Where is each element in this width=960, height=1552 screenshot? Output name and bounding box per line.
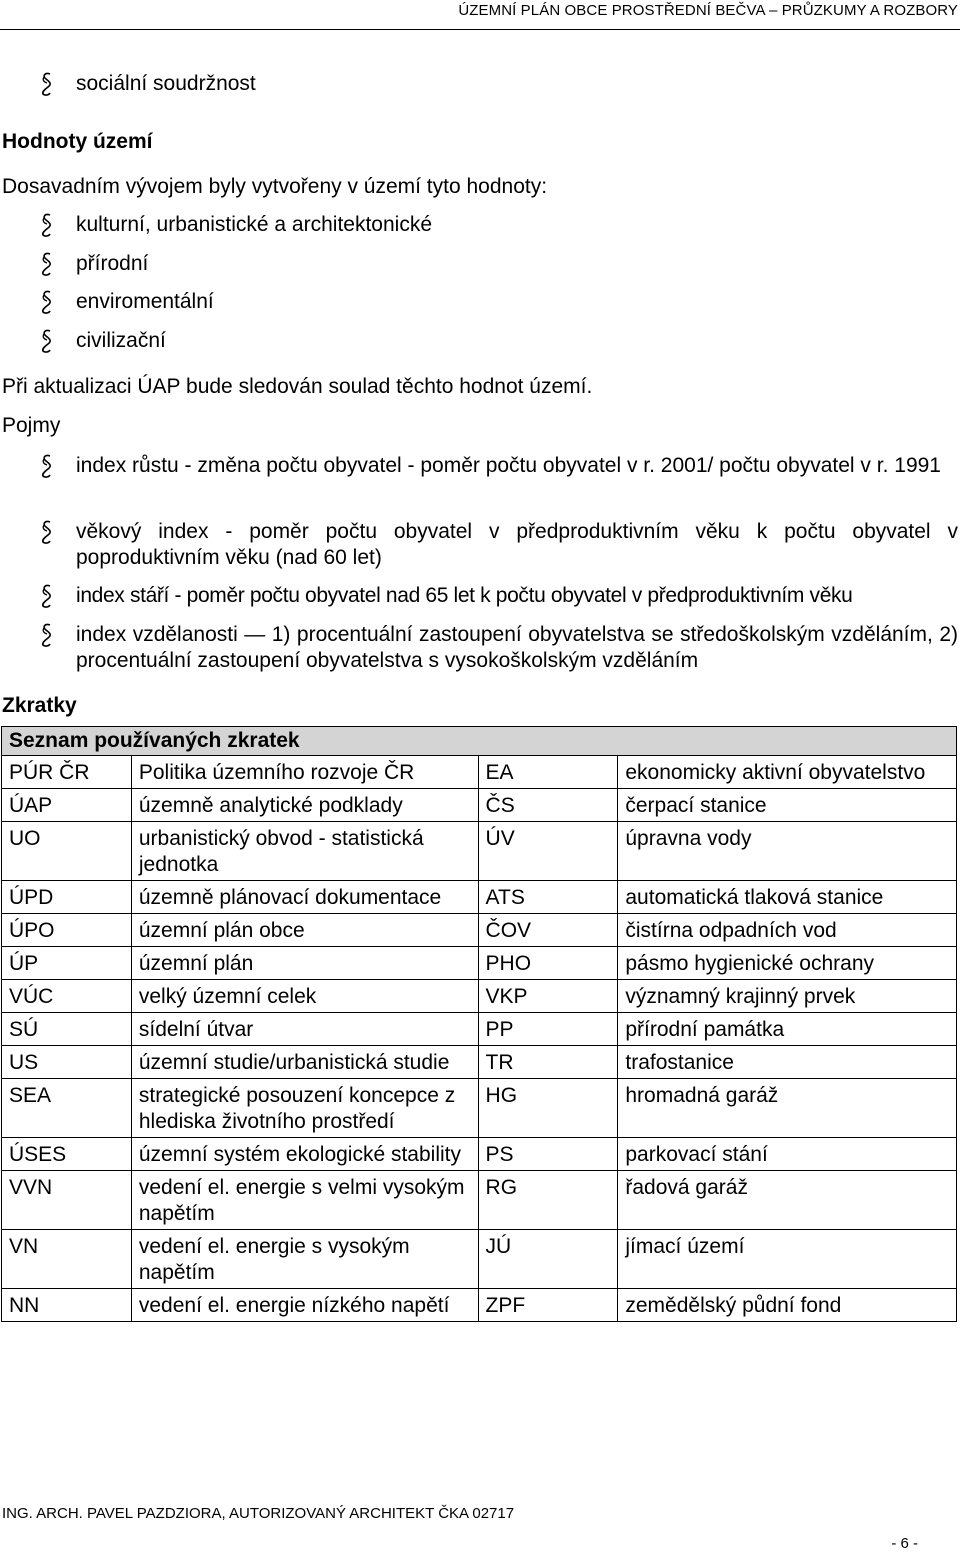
abbr-meaning: čerpací stanice <box>618 789 957 822</box>
abbr-meaning: významný krajinný prvek <box>618 980 957 1013</box>
abbr-meaning: územní plán <box>131 947 478 980</box>
abbr-code: VVN <box>2 1171 132 1230</box>
abbr-code: EA <box>478 756 618 789</box>
abbr-meaning: automatická tlaková stanice <box>618 881 957 914</box>
abbr-meaning: urbanistický obvod - statistická jednotka <box>131 822 478 881</box>
page-number: - 6 - <box>891 1535 918 1552</box>
abbr-code: SÚ <box>2 1013 132 1046</box>
abbr-meaning: strategické posouzení koncepce z hlediska životního prostředí <box>131 1079 478 1138</box>
abbr-code: ČOV <box>478 914 618 947</box>
abbr-code: VKP <box>478 980 618 1013</box>
values-intro: Dosavadním vývojem byly vytvořeny v území tyto hodnoty: <box>2 175 548 198</box>
section-sign-bullet-icon <box>40 251 54 277</box>
abbr-meaning: sídelní útvar <box>131 1013 478 1046</box>
abbr-code: VÚC <box>2 980 132 1013</box>
abbr-meaning: pásmo hygienické ochrany <box>618 947 957 980</box>
abbr-meaning: trafostanice <box>618 1046 957 1079</box>
table-row <box>2 914 957 947</box>
bullet-text: věkový index - poměr počtu obyvatel v předproduktivním věku k počtu obyvatel v poproduktivním věku (nad 60 let) <box>76 520 958 569</box>
bullet-text: index stáří - poměr počtu obyvatel nad 65 let k počtu obyvatel v předproduktivním věku <box>76 584 853 607</box>
abbr-meaning: ekonomicky aktivní obyvatelstvo <box>618 756 957 789</box>
abbr-meaning: zemědělský půdní fond <box>618 1289 957 1322</box>
section-sign-bullet-icon <box>40 519 54 545</box>
abbr-code: ATS <box>478 881 618 914</box>
section-sign-bullet-icon <box>40 583 54 609</box>
table-row <box>2 789 957 822</box>
bullet-text: civilizační <box>76 329 166 352</box>
abbr-meaning: velký územní celek <box>131 980 478 1013</box>
table-header-row <box>2 727 957 756</box>
abbr-heading: Zkratky <box>2 694 77 717</box>
abbr-code: TR <box>478 1046 618 1079</box>
abbr-code: UO <box>2 822 132 881</box>
abbr-meaning: vedení el. energie nízkého napětí <box>131 1289 478 1322</box>
table-row <box>2 947 957 980</box>
table-row <box>2 756 957 789</box>
bullet-text: index vzdělanosti — 1) procentuální zastoupení obyvatelstva se středoškolským vzděláním, 2) procentuální zastoupení obyvatelstva s vysokoškolským vzděláním <box>76 623 958 672</box>
values-heading: Hodnoty území <box>2 130 153 153</box>
section-sign-bullet-icon <box>40 328 54 354</box>
terms-heading: Pojmy <box>2 414 61 437</box>
table-row <box>2 1230 957 1289</box>
abbr-code: JÚ <box>478 1230 618 1289</box>
document-header: ÚZEMNÍ PLÁN OBCE PROSTŘEDNÍ BEČVA – PRŮZKUMY A ROZBORY <box>458 2 958 19</box>
abbr-meaning: úpravna vody <box>618 822 957 881</box>
bullet-text: přírodní <box>76 252 149 275</box>
abbr-code: VN <box>2 1230 132 1289</box>
abbreviations-table <box>1 726 957 1322</box>
abbr-code: RG <box>478 1171 618 1230</box>
header-rule <box>0 29 960 30</box>
abbr-meaning: jímací území <box>618 1230 957 1289</box>
abbr-meaning: parkovací stání <box>618 1138 957 1171</box>
section-sign-bullet-icon <box>40 71 54 97</box>
abbr-meaning: územně analytické podklady <box>131 789 478 822</box>
abbr-code: US <box>2 1046 132 1079</box>
abbr-code: PHO <box>478 947 618 980</box>
section-sign-bullet-icon <box>40 622 54 648</box>
abbr-meaning: řadová garáž <box>618 1171 957 1230</box>
section-sign-bullet-icon <box>40 212 54 238</box>
abbr-meaning: územní systém ekologické stability <box>131 1138 478 1171</box>
abbr-meaning: územní studie/urbanistická studie <box>131 1046 478 1079</box>
abbr-meaning: přírodní památka <box>618 1013 957 1046</box>
bullet-text: sociální soudržnost <box>76 72 256 95</box>
section-sign-bullet-icon <box>40 453 54 479</box>
abbr-code: SEA <box>2 1079 132 1138</box>
abbr-meaning: čistírna odpadních vod <box>618 914 957 947</box>
abbr-code: NN <box>2 1289 132 1322</box>
table-row <box>2 822 957 881</box>
abbr-meaning: Politika územního rozvoje ČR <box>131 756 478 789</box>
bullet-text: enviromentální <box>76 290 214 313</box>
abbr-meaning: hromadná garáž <box>618 1079 957 1138</box>
table-row <box>2 881 957 914</box>
table-row <box>2 1079 957 1138</box>
abbr-code: ÚPO <box>2 914 132 947</box>
bullet-text: index růstu - změna počtu obyvatel - poměr počtu obyvatel v r. 2001/ počtu obyvatel v r. 1991 <box>76 454 941 477</box>
abbr-meaning: územně plánovací dokumentace <box>131 881 478 914</box>
bullet-text: kulturní, urbanistické a architektonické <box>76 213 433 236</box>
abbr-code: ÚPD <box>2 881 132 914</box>
abbr-meaning: vedení el. energie s vysokým napětím <box>131 1230 478 1289</box>
abbr-code: ČS <box>478 789 618 822</box>
table-row <box>2 1138 957 1171</box>
abbr-code: ÚP <box>2 947 132 980</box>
table-header: Seznam používaných zkratek <box>2 727 957 756</box>
abbr-code: HG <box>478 1079 618 1138</box>
table-row <box>2 1171 957 1230</box>
table-row <box>2 1013 957 1046</box>
update-note: Při aktualizaci ÚAP bude sledován soulad těchto hodnot území. <box>2 375 593 398</box>
abbr-code: PÚR ČR <box>2 756 132 789</box>
abbr-code: ÚSES <box>2 1138 132 1171</box>
abbr-meaning: vedení el. energie s velmi vysokým napětím <box>131 1171 478 1230</box>
footer-author: ING. ARCH. PAVEL PAZDZIORA, AUTORIZOVANÝ ARCHITEKT ČKA 02717 <box>2 1505 515 1522</box>
section-sign-bullet-icon <box>40 289 54 315</box>
abbr-meaning: územní plán obce <box>131 914 478 947</box>
abbr-code: PS <box>478 1138 618 1171</box>
table-row <box>2 1289 957 1322</box>
table-row <box>2 1046 957 1079</box>
table-row <box>2 980 957 1013</box>
abbr-code: PP <box>478 1013 618 1046</box>
abbr-code: ÚAP <box>2 789 132 822</box>
abbr-code: ZPF <box>478 1289 618 1322</box>
abbr-code: ÚV <box>478 822 618 881</box>
